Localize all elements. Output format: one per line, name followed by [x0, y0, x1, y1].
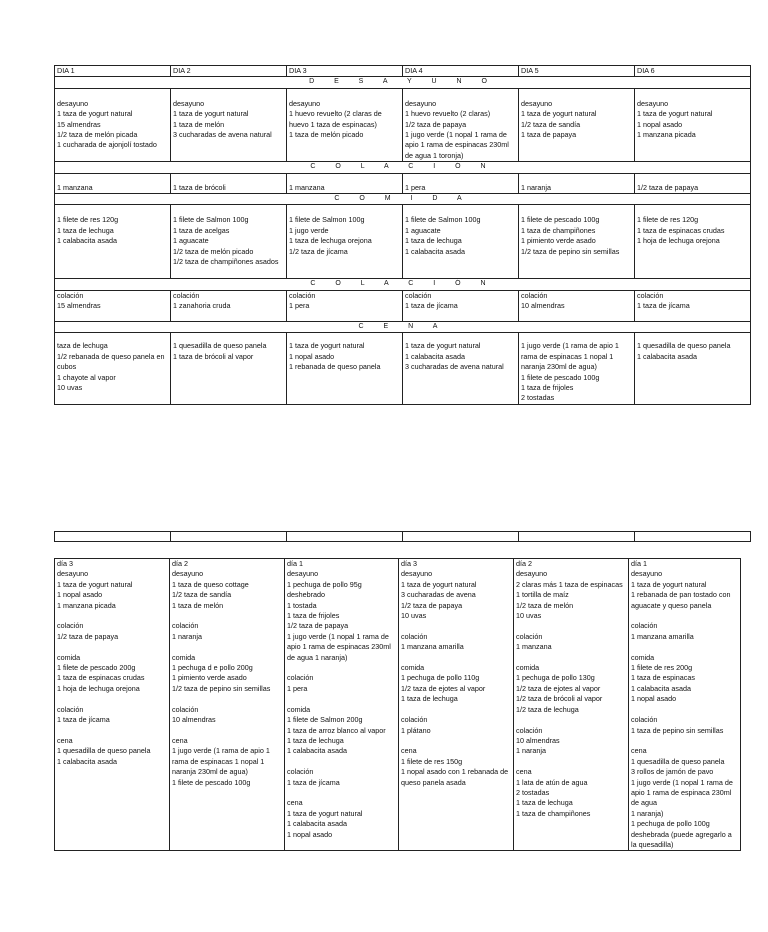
meal-cell: 1 taza de yogurt natural 1 nopal asado 1 rebanada de queso panela	[287, 333, 403, 404]
day-header: DIA 5	[519, 66, 635, 77]
meal-cell: 1 filete de res 120g 1 taza de lechuga 1 calabacita asada	[55, 205, 171, 279]
meal-cell: colación 1 pera	[287, 290, 403, 321]
meal-cell: desayuno 1 taza de yogurt natural 1/2 taza de sandía 1 taza de papaya	[519, 88, 635, 161]
comida-row	[55, 205, 751, 279]
empty-table	[54, 531, 751, 542]
day-menu-cell: día 3 desayuno 1 taza de yogurt natural 1 nopal asado 1 manzana picada colación 1/2 taza de papaya comida 1 filete de pescado 200g 1 taza de espinacas crudas 1 hoja de lechuga orejona colación 1 taza de jícama cena 1 quesadilla de queso panela 1 calabacita asada	[55, 559, 170, 851]
section-title: D E S A Y U N O	[55, 77, 751, 88]
section-title: C E N A	[55, 321, 751, 332]
meal-cell: colación 15 almendras	[55, 290, 171, 321]
empty-cell	[635, 532, 751, 542]
section-title: C O L A C I Ó N	[55, 279, 751, 290]
day-menu-cell: día 1 desayuno 1 pechuga de pollo 95g deshebrado 1 tostada 1 taza de frijoles 1/2 taza de papaya 1 jugo verde (1 nopal 1 rama de apio 1 rama de espinacas 230ml de agua 1 naranja) colación 1 pera comida 1 filete de Salmon 200g 1 taza de arroz blanco al vapor 1 taza de lechuga 1 calabacita asada colación 1 taza de jícama cena 1 taza de yogurt natural 1 calabacita asada 1 nopal asado	[285, 559, 399, 851]
meal-cell: 1 filete de Salmon 100g 1 aguacate 1 taza de lechuga 1 calabacita asada	[403, 205, 519, 279]
meal-cell: desayuno 1 huevo revuelto (2 claras de huevo 1 taza de espinacas) 1 taza de melón picado	[287, 88, 403, 161]
meal-cell: desayuno 1 taza de yogurt natural 15 almendras 1/2 taza de melón picada 1 cucharada de ajonjolí tostado	[55, 88, 171, 161]
meal-cell: 1 manzana	[287, 173, 403, 193]
section-row-desayuno	[55, 77, 751, 88]
empty-cell	[55, 532, 171, 542]
weekly-menu-table	[54, 558, 741, 851]
meal-cell: desayuno 1 taza de yogurt natural 1 nopal asado 1 manzana picada	[635, 88, 751, 161]
meal-cell: colación 1 taza de jícama	[635, 290, 751, 321]
meal-cell: 1 taza de yogurt natural 1 calabacita asada 3 cucharadas de avena natural	[403, 333, 519, 404]
empty-cell	[519, 532, 635, 542]
meal-cell: 1 jugo verde (1 rama de apio 1 rama de espinacas 1 nopal 1 naranja 230ml de agua) 1 filete de pescado 100g 1 taza de frijoles 2 tostadas	[519, 333, 635, 404]
day-menu-cell: día 2 desayuno 2 claras más 1 taza de espinacas 1 tortilla de maíz 1/2 taza de melón 10 uvas colación 1 manzana comida 1 pechuga de pollo 130g 1/2 taza de ejotes al vapor 1/2 taza de brócoli al vapor 1/2 taza de lechuga colación 10 almendras 1 naranja cena 1 lata de atún de agua 2 tostadas 1 taza de lechuga 1 taza de champiñones	[514, 559, 629, 851]
day-header-row	[55, 66, 751, 77]
meal-plan-table	[54, 65, 751, 405]
section-row-cena	[55, 321, 751, 332]
meal-cell: desayuno 1 huevo revuelto (2 claras) 1/2 taza de papaya 1 jugo verde (1 nopal 1 rama de apio 1 rama de espinacas 230ml de agua 1 toronja)	[403, 88, 519, 161]
meal-cell: 1/2 taza de papaya	[635, 173, 751, 193]
meal-cell: desayuno 1 taza de yogurt natural 1 taza de melón 3 cucharadas de avena natural	[171, 88, 287, 161]
meal-cell: 1 quesadilla de queso panela 1 taza de brócoli al vapor	[171, 333, 287, 404]
day-header: DIA 6	[635, 66, 751, 77]
section-row-colacion	[55, 162, 751, 173]
meal-cell: 1 filete de pescado 100g 1 taza de champiñones 1 pimiento verde asado 1/2 taza de pepino sin semillas	[519, 205, 635, 279]
meal-cell: 1 manzana	[55, 173, 171, 193]
colacion-2-row	[55, 290, 751, 321]
day-header: DIA 1	[55, 66, 171, 77]
meal-cell: 1 pera	[403, 173, 519, 193]
meal-cell: 1 filete de res 120g 1 taza de espinacas crudas 1 hoja de lechuga orejona	[635, 205, 751, 279]
day-header: DIA 4	[403, 66, 519, 77]
meal-cell: taza de lechuga 1/2 rebanada de queso panela en cubos 1 chayote al vapor 10 uvas	[55, 333, 171, 404]
section-row-comida	[55, 194, 751, 205]
meal-cell: 1 quesadilla de queso panela 1 calabacita asada	[635, 333, 751, 404]
day-header: DIA 2	[171, 66, 287, 77]
meal-cell: 1 filete de Salmon 100g 1 taza de acelgas 1 aguacate 1/2 taza de melón picado 1/2 taza de champiñones asados	[171, 205, 287, 279]
empty-cell	[403, 532, 519, 542]
day-menu-cell: día 1 desayuno 1 taza de yogurt natural 1 rebanada de pan tostado con aguacate y queso panela colación 1 manzana amarilla comida 1 filete de res 200g 1 taza de espinacas 1 calabacita asada 1 nopal asado colación 1 taza de pepino sin semillas cena 1 quesadilla de queso panela 3 rollos de jamón de pavo 1 jugo verde (1 nopal 1 rama de apio 1 rama de espinaca 230ml de agua 1 naranja) 1 pechuga de pollo 100g deshebrada (puede agregarlo a la quesadilla)	[629, 559, 741, 851]
meal-cell: 1 taza de brócoli	[171, 173, 287, 193]
meal-cell: colación 1 taza de jícama	[403, 290, 519, 321]
meal-cell: 1 filete de Salmon 100g 1 jugo verde 1 taza de lechuga orejona 1/2 taza de jícama	[287, 205, 403, 279]
section-title: C O M I D A	[55, 194, 751, 205]
meal-cell: colación 10 almendras	[519, 290, 635, 321]
meal-cell: colación 1 zanahoria cruda	[171, 290, 287, 321]
section-row-colacion-2	[55, 279, 751, 290]
weekly-menu-row	[55, 559, 741, 851]
day-menu-cell: día 3 desayuno 1 taza de yogurt natural 3 cucharadas de avena 1/2 taza de papaya 10 uvas colación 1 manzana amarilla comida 1 pechuga de pollo 110g 1/2 taza de ejotes al vapor 1 taza de lechuga colación 1 plátano cena 1 filete de res 150g 1 nopal asado con 1 rebanada de queso panela asada	[399, 559, 514, 851]
empty-cell	[287, 532, 403, 542]
section-title: C O L A C I Ó N	[55, 162, 751, 173]
empty-cell	[171, 532, 287, 542]
cena-row	[55, 333, 751, 404]
day-menu-cell: día 2 desayuno 1 taza de queso cottage 1/2 taza de sandía 1 taza de melón colación 1 naranja comida 1 pechuga d e pollo 200g 1 pimiento verde asado 1/2 taza de pepino sin semillas colación 10 almendras cena 1 jugo verde (1 rama de apio 1 rama de espinacas 1 nopal 1 naranja 230ml de agua) 1 filete de pescado 100g	[170, 559, 285, 851]
meal-cell: 1 naranja	[519, 173, 635, 193]
empty-row	[55, 532, 751, 542]
colacion-row	[55, 173, 751, 193]
desayuno-row	[55, 88, 751, 161]
day-header: DIA 3	[287, 66, 403, 77]
